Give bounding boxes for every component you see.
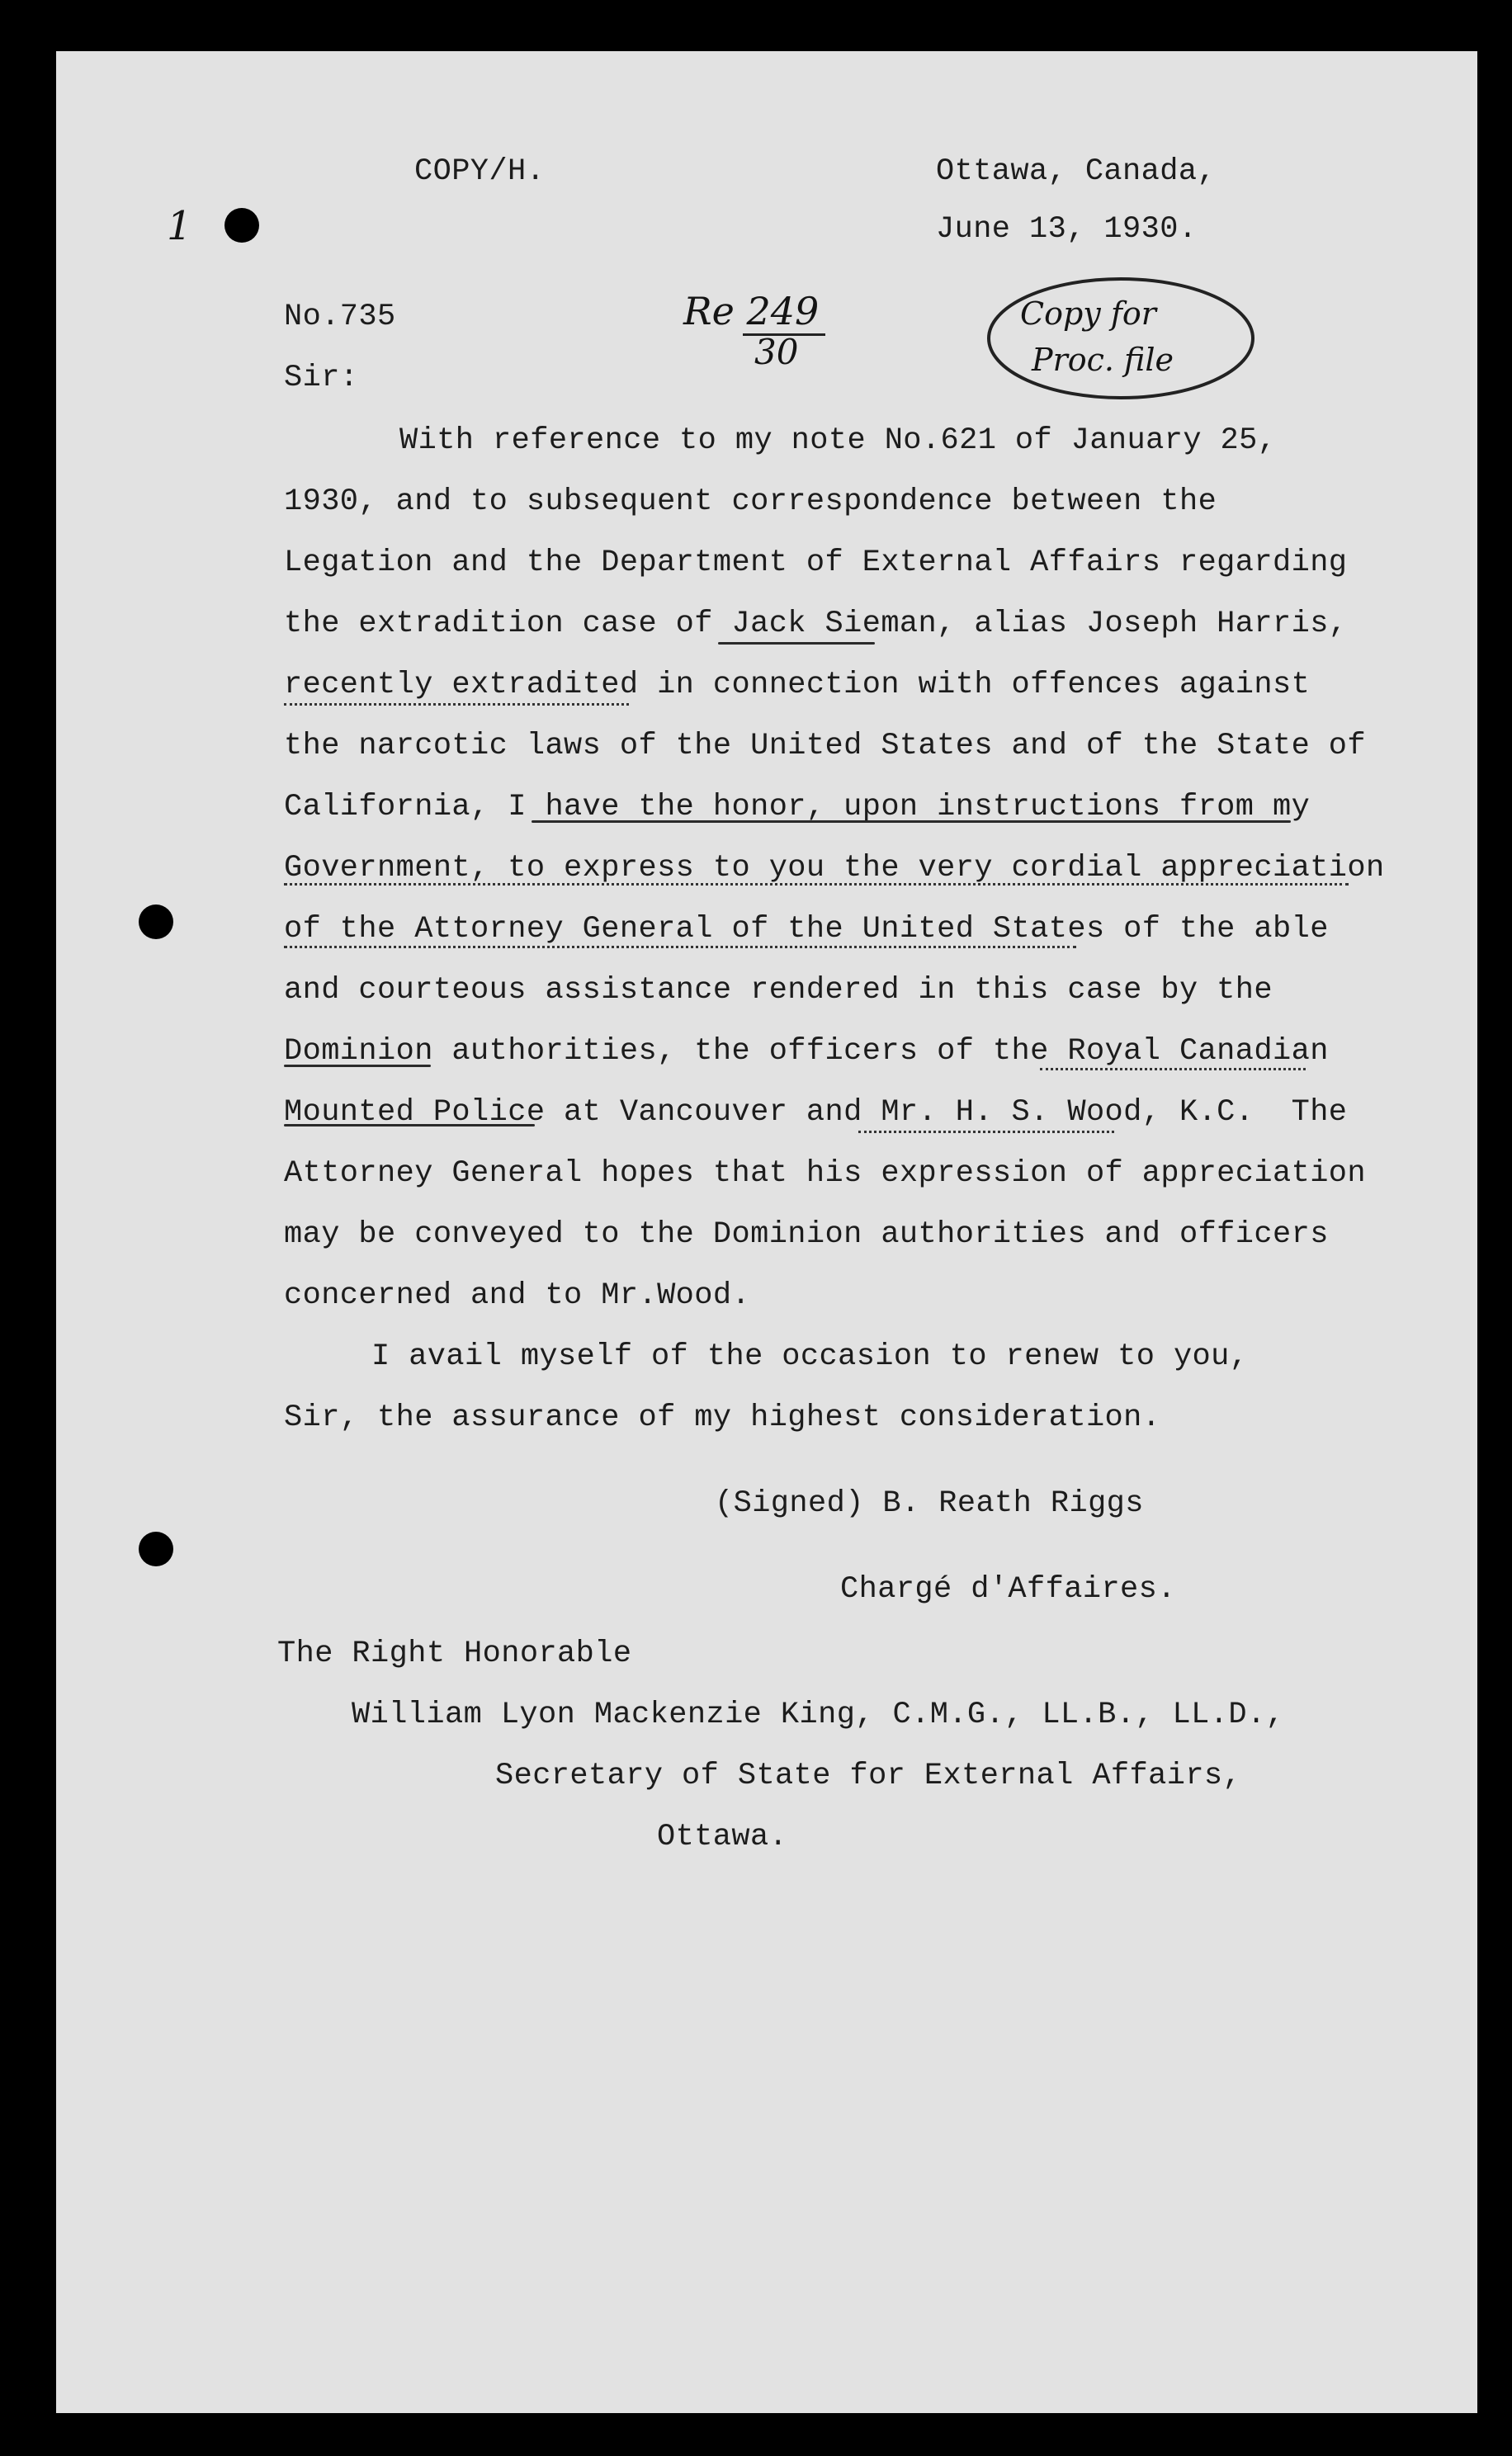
underline-mark — [284, 1065, 431, 1067]
addressee-line: Ottawa. — [657, 1820, 788, 1854]
addressee-line: Secretary of State for External Affairs, — [495, 1759, 1242, 1793]
body-line: California, I have the honor, upon instructions from my — [284, 790, 1311, 824]
file-ref-top: Re 249 — [683, 289, 820, 333]
note-number: No.735 — [284, 300, 396, 334]
underline-mark — [718, 642, 875, 645]
underline-mark — [1040, 1063, 1306, 1070]
body-line: Legation and the Department of External Affairs regarding — [284, 546, 1348, 580]
punch-hole-bottom — [139, 1532, 173, 1566]
body-line: the narcotic laws of the United States and of the State of — [284, 729, 1367, 763]
body-line: recently extradited in connection with offences against — [284, 668, 1311, 702]
body-line: With reference to my note No.621 of January 25, — [399, 423, 1277, 458]
annotation-oval — [984, 272, 1258, 404]
body-line: Sir, the assurance of my highest consideration. — [284, 1400, 1161, 1435]
salutation: Sir: — [284, 361, 359, 395]
body-line: I avail myself of the occasion to renew to you, — [371, 1339, 1249, 1374]
body-line: Mounted Police at Vancouver and Mr. H. S. Wood, K.C. The — [284, 1095, 1348, 1130]
file-ref-bottom: 30 — [754, 332, 799, 372]
body-line: Attorney General hopes that his expression of appreciation — [284, 1156, 1367, 1191]
body-line: concerned and to Mr.Wood. — [284, 1278, 751, 1313]
body-line: Dominion authorities, the officers of the Royal Canadian — [284, 1034, 1329, 1069]
place-line: Ottawa, Canada, — [936, 154, 1217, 189]
date-line: June 13, 1930. — [936, 212, 1198, 247]
oval-note-line1: Copy for — [1020, 295, 1156, 332]
signature-line: (Signed) B. Reath Riggs — [715, 1486, 1144, 1521]
punch-hole-middle — [139, 904, 173, 939]
copy-mark: COPY/H. — [414, 154, 546, 189]
signature-title: Chargé d'Affaires. — [840, 1572, 1176, 1607]
underline-mark — [284, 878, 1349, 886]
underline-mark — [284, 698, 629, 706]
body-line: 1930, and to subsequent correspondence between the — [284, 484, 1217, 519]
punch-hole-top — [224, 208, 259, 243]
body-line: and courteous assistance rendered in this case by the — [284, 973, 1273, 1008]
body-line: may be conveyed to the Dominion authorities and officers — [284, 1217, 1329, 1252]
underline-mark — [284, 1124, 535, 1126]
body-line: the extradition case of Jack Sieman, alias Joseph Harris, — [284, 607, 1348, 641]
body-line: of the Attorney General of the United States of the able — [284, 912, 1329, 947]
addressee-line: William Lyon Mackenzie King, C.M.G., LL.B., LL.D., — [352, 1698, 1285, 1732]
body-line: Government, to express to you the very cordial appreciation — [284, 851, 1385, 886]
oval-note-line2: Proc. file — [1032, 342, 1174, 378]
underline-mark — [858, 1126, 1114, 1133]
underline-mark — [284, 941, 1076, 948]
file-ref-rule — [743, 333, 825, 336]
margin-mark: 1 — [167, 203, 192, 249]
underline-mark — [532, 820, 1291, 823]
addressee-line: The Right Honorable — [277, 1637, 632, 1671]
